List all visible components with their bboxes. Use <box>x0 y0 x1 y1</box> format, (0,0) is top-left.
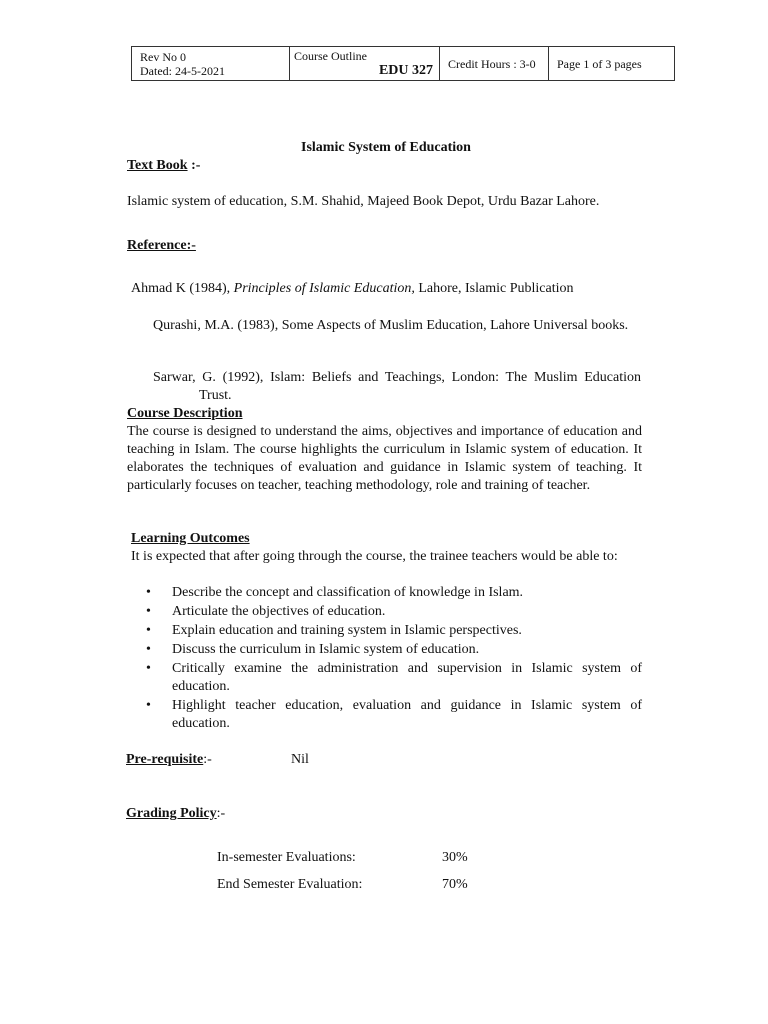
grading-row-label: In-semester Evaluations: <box>217 850 356 865</box>
grading-row-value: 30% <box>442 850 468 865</box>
prerequisite-suffix: :- <box>203 752 212 767</box>
textbook-suffix: :- <box>187 158 201 173</box>
learning-outcomes-intro: It is expected that after going through the course, the trainee teachers would be able to: <box>131 549 618 564</box>
bullet-icon: • <box>146 604 151 619</box>
reference-1-publisher: Lahore, Islamic Publication <box>414 281 574 296</box>
grading-policy-heading <box>126 805 225 823</box>
textbook-entry: Islamic system of education, S.M. Shahid, Majeed Book Depot, Urdu Bazar Lahore. <box>127 194 600 209</box>
textbook-label: Text Book <box>127 158 188 173</box>
reference-item-1 <box>131 280 631 298</box>
outcome-text: Critically examine the administration and supervision in Islamic system of education. <box>172 661 642 694</box>
header-table <box>131 46 675 81</box>
textbook-heading <box>127 157 200 175</box>
reference-item-3: Sarwar, G. (1992), Islam: Beliefs and Teachings, London: The Muslim Education Trust. <box>153 370 641 403</box>
outcome-text: Highlight teacher education, evaluation and guidance in Islamic system of education. <box>172 698 642 731</box>
reference-1-title: Principles of Islamic Education, <box>233 281 415 296</box>
bullet-icon: • <box>146 623 151 638</box>
learning-outcomes-list <box>146 584 642 734</box>
outcome-text: Explain education and training system in Islamic perspectives. <box>172 623 522 638</box>
bullet-icon: • <box>146 642 151 657</box>
list-item <box>146 584 642 602</box>
prerequisite-value: Nil <box>291 752 309 767</box>
credit-hours: Credit Hours : 3-0 <box>440 47 549 81</box>
learning-outcomes-heading: Learning Outcomes <box>131 531 250 546</box>
course-outline-cell <box>290 47 440 81</box>
reference-item-2: Qurashi, M.A. (1983), Some Aspects of Muslim Education, Lahore Universal books. <box>153 318 629 333</box>
grading-policy-label: Grading Policy <box>126 806 217 821</box>
bullet-icon: • <box>146 585 151 600</box>
list-item <box>146 697 642 733</box>
list-item <box>146 641 642 659</box>
revision-date: Dated: 24-5-2021 <box>140 63 225 78</box>
reference-heading: Reference:- <box>127 238 196 253</box>
course-outline-label: Course Outline <box>294 49 367 63</box>
outcome-text: Discuss the curriculum in Islamic system of education. <box>172 642 480 657</box>
revision-cell <box>132 47 290 81</box>
list-item <box>146 603 642 621</box>
grading-row-label: End Semester Evaluation: <box>217 877 363 892</box>
grading-policy-suffix: :- <box>216 806 226 821</box>
prerequisite-heading <box>126 751 212 769</box>
revision-number: Rev No 0 <box>140 49 186 64</box>
list-item <box>146 622 642 640</box>
grading-row-value: 70% <box>442 877 468 892</box>
list-item <box>146 660 642 696</box>
course-description-heading: Course Description <box>127 406 243 421</box>
page-title: Islamic System of Education <box>301 140 471 155</box>
page-count: Page 1 of 3 pages <box>549 47 675 81</box>
bullet-icon: • <box>146 698 151 713</box>
reference-1-author: Ahmad K (1984), <box>131 281 234 296</box>
course-code: EDU 327 <box>378 63 433 78</box>
course-description-text: The course is designed to understand the aims, objectives and importance of education and teaching in Islam. The course highlights the curriculum in Islamic system of education. It elaborates the techniques of evaluation and guidance in Islamic system of teaching. It particularly focuses on teacher, teaching methodology, role and training of teacher. <box>127 424 642 493</box>
bullet-icon: • <box>146 661 151 676</box>
prerequisite-label: Pre-requisite <box>126 752 204 767</box>
outcome-text: Articulate the objectives of education. <box>172 604 386 619</box>
outcome-text: Describe the concept and classification of knowledge in Islam. <box>172 585 524 600</box>
